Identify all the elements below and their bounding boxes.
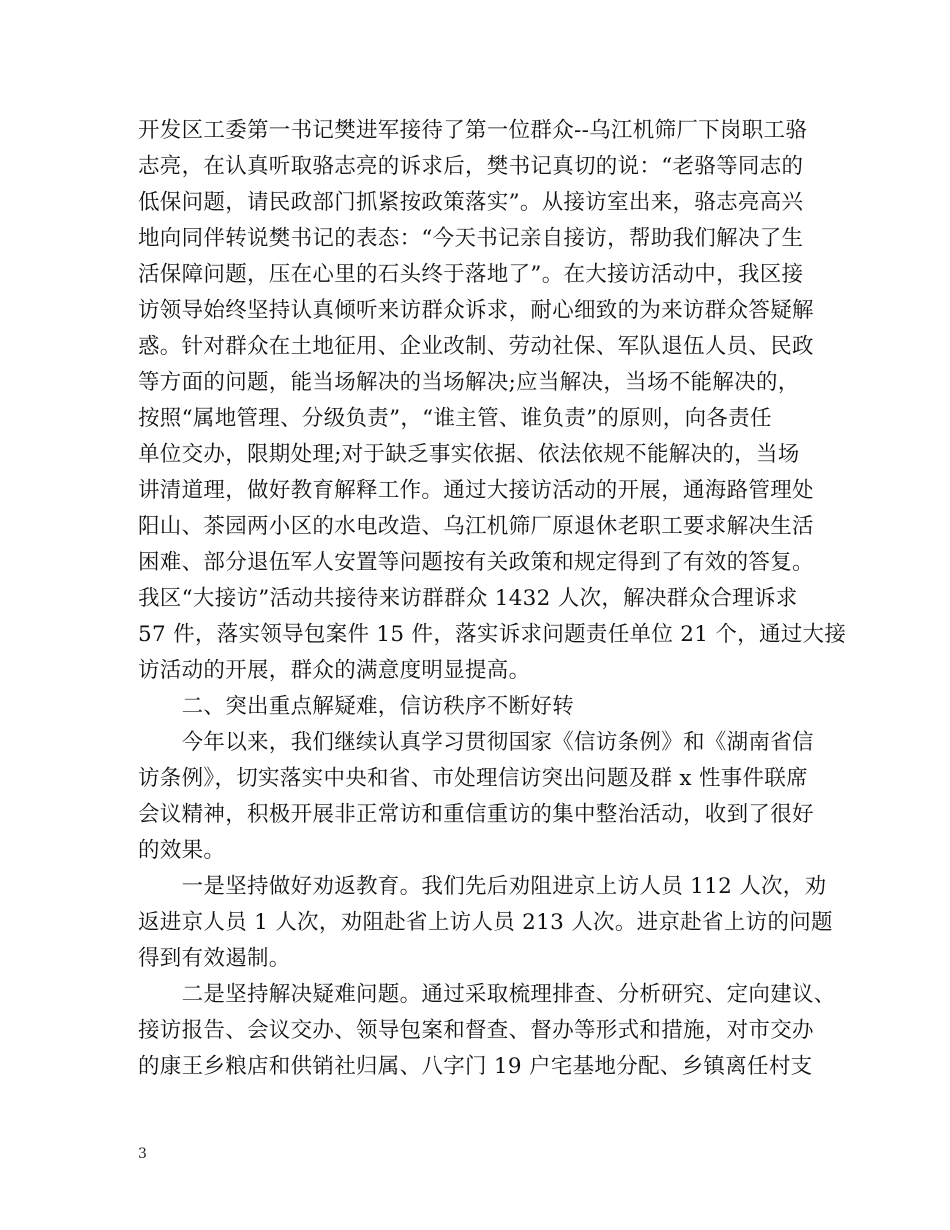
text-line: 开发区工委第一书记樊进军接待了第一位群众--乌江机筛厂下岗职工骆 [138, 118, 808, 143]
text-line: 阳山、茶园两小区的水电改造、乌江机筛厂原退休老职工要求解决生活 [138, 514, 814, 539]
text-line: 地向同伴转说樊书记的表态：“今天书记亲自接访，帮助我们解决了生 [138, 226, 804, 251]
text-line: 我区“大接访”活动共接待来访群群众 1432 人次，解决群众合理诉求 [138, 586, 798, 611]
text-line: 二是坚持解决疑难问题。通过采取梳理排查、分析研究、定向建议、 [138, 982, 836, 1007]
text-line: 57 件，落实领导包案件 15 件，落实诉求问题责任单位 21 个，通过大接 [138, 622, 847, 647]
text-line: 低保问题，请民政部门抓紧按政策落实”。从接访室出来，骆志亮高兴 [138, 190, 804, 215]
text-line: 得到有效遏制。 [138, 946, 291, 971]
text-line: 二、突出重点解疑难，信访秩序不断好转 [138, 694, 575, 719]
body-text [138, 113, 847, 1085]
text-line: 志亮，在认真听取骆志亮的诉求后，樊书记真切的说：“老骆等同志的 [138, 154, 804, 179]
text-line: 访领导始终坚持认真倾听来访群众诉求，耐心细致的为来访群众答疑解 [138, 298, 814, 323]
text-line: 的康王乡粮店和供销社归属、八字门 19 户宅基地分配、乡镇离任村支 [138, 1054, 813, 1079]
text-line: 今年以来，我们继续认真学习贯彻国家《信访条例》和《湖南省信 [138, 730, 814, 755]
text-line: 困难、部分退伍军人安置等问题按有关政策和规定得到了有效的答复。 [138, 550, 814, 575]
text-line: 讲清道理，做好教育解释工作。通过大接访活动的开展，通海路管理处 [138, 478, 814, 503]
text-line: 等方面的问题，能当场解决的当场解决;应当解决，当场不能解决的， [138, 370, 800, 395]
text-line: 访活动的开展，群众的满意度明显提高。 [138, 658, 531, 683]
text-line: 返进京人员 1 人次，劝阻赴省上访人员 213 人次。进京赴省上访的问题 [138, 910, 833, 935]
text-line: 会议精神，积极开展非正常访和重信重访的集中整治活动，收到了很好 [138, 802, 814, 827]
text-line: 的效果。 [138, 838, 226, 863]
page-number: 3 [138, 1146, 147, 1162]
text-line: 惑。针对群众在土地征用、企业改制、劳动社保、军队退伍人员、民政 [138, 334, 814, 359]
text-line: 活保障问题，压在心里的石头终于落地了”。在大接访活动中，我区接 [138, 262, 804, 287]
text-line: 单位交办，限期处理;对于缺乏事实依据、依法依规不能解决的，当场 [138, 442, 800, 467]
text-line: 接访报告、会议交办、领导包案和督查、督办等形式和措施，对市交办 [138, 1018, 814, 1043]
text-line: 一是坚持做好劝返教育。我们先后劝阻进京上访人员 112 人次，劝 [138, 874, 827, 899]
text-line: 访条例》，切实落实中央和省、市处理信访突出问题及群 x 性事件联席 [138, 766, 808, 791]
text-line: 按照“属地管理、分级负责”，“谁主管、谁负责”的原则，向各责任 [138, 406, 772, 431]
